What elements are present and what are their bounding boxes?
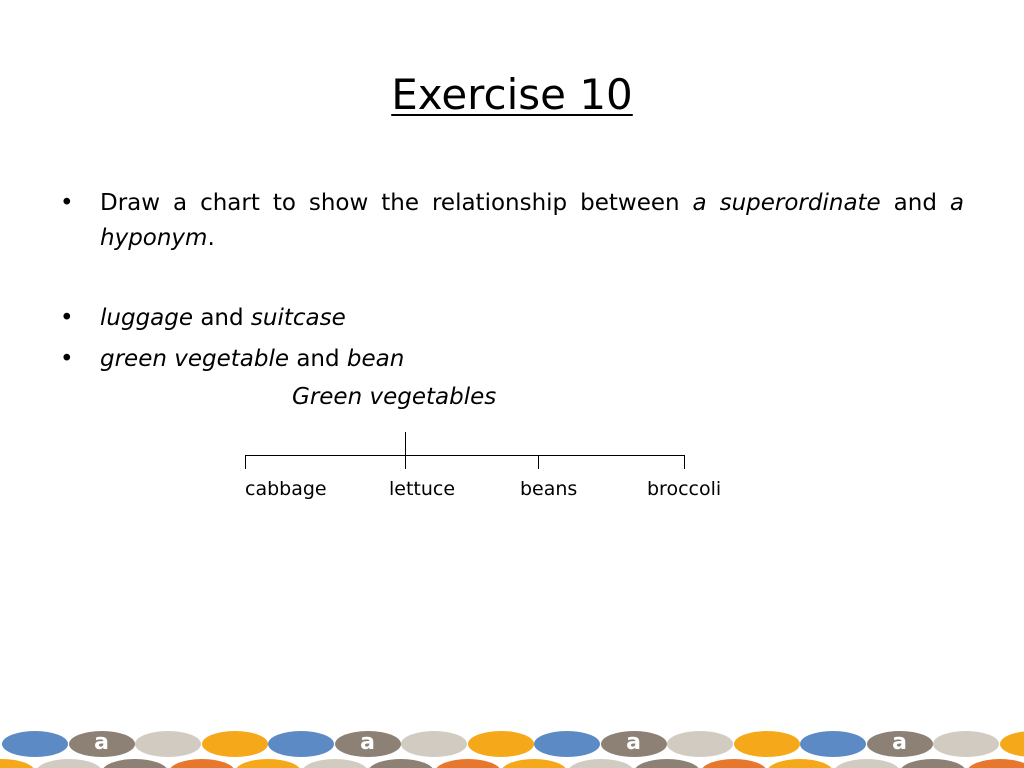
diagram-root-label: Green vegetables: [292, 384, 497, 410]
footer-oval: [435, 759, 501, 768]
leaf-label-broccoli: broccoli: [647, 478, 722, 500]
leaf-label-beans: beans: [520, 478, 578, 500]
footer-glyph-icon: a: [360, 730, 375, 755]
footer-oval: [800, 731, 866, 757]
period-text: .: [207, 225, 215, 251]
footer-oval: [468, 731, 534, 757]
conjunction-text: and: [193, 305, 251, 331]
footer-oval: [568, 759, 634, 768]
bullet-item-vegetable: [60, 342, 964, 377]
footer-oval: [0, 759, 35, 768]
decorative-footer-band: [0, 728, 1024, 768]
footer-oval: [302, 759, 368, 768]
footer-oval: [967, 759, 1024, 768]
footer-glyph-icon: a: [626, 730, 641, 755]
footer-oval: [135, 731, 201, 757]
footer-oval: [534, 731, 600, 757]
green-vegetable-term: green vegetable: [100, 346, 290, 372]
bullet-item-instruction: [60, 186, 964, 256]
footer-oval: [169, 759, 235, 768]
superordinate-term: a superordinate: [692, 190, 881, 216]
conjunction-text: and: [880, 190, 950, 216]
bean-term: bean: [346, 346, 405, 372]
bullet-icon: •: [60, 346, 74, 372]
footer-oval: [734, 731, 800, 757]
bullet-icon: •: [60, 305, 74, 331]
luggage-term: luggage: [100, 305, 194, 331]
footer-glyph-icon: a: [892, 730, 907, 755]
footer-oval: [767, 759, 833, 768]
footer-oval: [368, 759, 434, 768]
footer-oval: [202, 731, 268, 757]
bullet-list: [60, 186, 964, 377]
footer-oval: [634, 759, 700, 768]
footer-oval: [36, 759, 102, 768]
instruction-text: Draw a chart to show the relationship between: [100, 190, 693, 216]
footer-oval: [2, 731, 68, 757]
leaf-label-cabbage: cabbage: [245, 478, 327, 500]
footer-oval: [268, 731, 334, 757]
footer-oval: [1000, 731, 1024, 757]
bullet-icon: •: [60, 190, 74, 216]
bullet-item-luggage: [60, 301, 964, 336]
hyponym-term: a hyponym: [100, 190, 965, 251]
footer-oval: [834, 759, 900, 768]
footer-oval: [501, 759, 567, 768]
footer-oval: [102, 759, 168, 768]
footer-glyph-icon: a: [94, 730, 109, 755]
leaf-label-lettuce: lettuce: [389, 478, 456, 500]
slide-title: Exercise 10: [391, 70, 633, 119]
footer-oval: [900, 759, 966, 768]
footer-oval: [235, 759, 301, 768]
suitcase-term: suitcase: [250, 305, 346, 331]
footer-oval: [933, 731, 999, 757]
footer-oval: [701, 759, 767, 768]
conjunction-text: and: [289, 346, 347, 372]
footer-oval: [401, 731, 467, 757]
footer-oval: [667, 731, 733, 757]
